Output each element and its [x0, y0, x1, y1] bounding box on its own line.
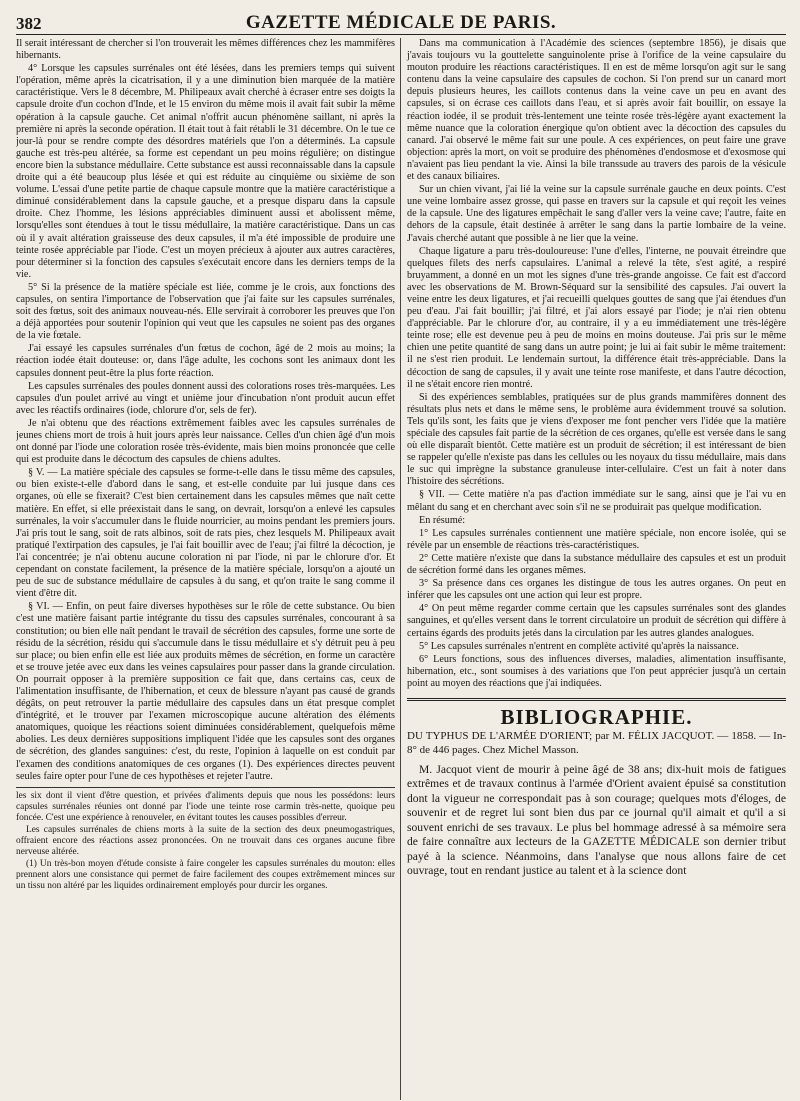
- summary-item: 4° On peut même regarder comme certain que les capsules surrénales sont des glandes sanguines, et qu'elles versent dans le torrent circulatoire un produit de sécrétion qui diffère à certains égards des produits jetés dans la circulation par les autres glandes analogues.: [407, 603, 786, 639]
- section-divider: [407, 698, 786, 701]
- paragraph: En résumé:: [419, 514, 466, 526]
- footnote-paragraph: les six dont il vient d'être question, et privées d'aliments depuis que nous les possédons: leurs capsules surrénales réunies ont donné par l'iode une teinte rose carmin très-nette, quoique peu foncée. C'est une expérience à renouveler, en évitant toutes les causes possibles d'erreur.: [16, 790, 395, 823]
- footnotes: [16, 791, 395, 892]
- paragraph: Dans ma communication à l'Académie des sciences (septembre 1856), je disais que j'avais toujours vu la gouttelette sanguinolente prise à l'orifice de la veine capsulaire du mouton produire les réactions caractéristiques. Il en est de même lorsqu'on agit sur le sang contenu dans la veine capsulaire des capsules de cochon. Si l'on prend sur un canard mort depuis plusieurs heures, les caillots contenus dans la veine cave un peu en avant des capsules, si on écrase ces caillots dans l'eau, et si après avoir fait bouillir, on essaye la réaction iodée, il se produit très-lentement une teinte rosée très-légère ayant exactement la même nuance que la coloration énergique qu'on obtient avec la décoction des capsules du canard. J'ai observé le même fait sur une poule. A ces expériences, on peut faire une grave objection: après la mort, on voit se produire des phénomènes d'endosmose et d'exosmose qui n'avaient pas lieu pendant la vie. Ainsi la bile transsude au travers des parois de la vésicule et des canaux biliaires.: [407, 38, 786, 183]
- paragraph: Sur un chien vivant, j'ai lié la veine sur la capsule surrénale gauche en deux points. C'est une veine lombaire assez grosse, qui passe en travers sur la capsule et qui reçoit les veines de la capsule. Une des ligatures empêchait le sang d'aller vers la veine cave; l'autre, faite en dehors de la capsule, était destinée à arrêter le sang dans la partie lombaire de la veine. J'avais cherché autant que possible à ne lier que la veine.: [407, 184, 786, 244]
- page-number: 382: [16, 14, 42, 33]
- paragraph: J'ai essayé les capsules surrénales d'un fœtus de cochon, âgé de 2 mois au moins; la réaction iodée était douteuse: or, dans l'âge adulte, les cochons sont les animaux dont les capsules donnent peut-être la plus forte réaction.: [16, 343, 395, 379]
- bibliography-entry: DU TYPHUS DE L'ARMÉE D'ORIENT; par M. FÉLIX JACQUOT. — 1858. — In-8° de 446 pages. Chez Michel Masson.: [407, 730, 786, 757]
- right-column: [400, 38, 786, 1100]
- bibliography-heading: BIBLIOGRAPHIE.: [500, 704, 693, 729]
- paragraph: Je n'ai obtenu que des réactions extrêmement faibles avec les capsules surrénales de jeunes chiens mort de trois à huit jours après leur naissance. Celles d'un chien âgé d'un mois ont donné par l'iode une coloration rosée très-évidente, mais bien moins prononcée que celle qui est produite dans le décoctum des capsules de chiens adultes.: [16, 417, 395, 466]
- paragraph: 5° Si la présence de la matière spéciale est liée, comme je le crois, aux fonctions des capsules, on sentira l'importance de l'observation que j'ai faite sur les capsules surrénales, soit des fœtus, soit des animaux nouveau-nés. Elle servirait à corroborer les preuves que l'on a déjà apportées pour soutenir l'opinion qui veut que les capsules ne soient pas des organes de la vie fœtale.: [16, 281, 395, 342]
- paragraph: Chaque ligature a paru très-douloureuse: l'une d'elles, l'interne, ne pouvait étreindre que quelques filets des nerfs capsulaires. L'animal a relevé la tête, s'est agité, a respiré bruyamment, a donné en un mot les signes d'une très-grande angoisse. Ce fait est d'accord avec les observations de M. Brown-Séquard sur la sensibilité des capsules. J'ai ouvert la veine entre les deux ligatures, et j'ai recueilli quelques gouttes de sang que j'ai étendues d'un peu d'eau. J'ai fait bouillir; j'ai filtré, et j'ai alors essayé par l'iode; je n'ai rien obtenu d'appréciable. Par le chlorure d'or, au contraire, il y a eu immédiatement une très-légère teinte rose; elle est devenue peu à peu de moins en moins douteuse. J'ai pris sur le même chien une petite quantité de sang dans un autre point; je lui ai fait subir le même traitement: il ne s'est rien produit. Le lendemain surtout, la différence était très-appréciable. Dans la décoction de sang de capsules, il y avait une teinte rose manifeste, et dans l'autre décoction, il ne s'était encore rien montré.: [407, 245, 786, 390]
- summary-item: 6° Leurs fonctions, sous des influences diverses, maladies, alimentation insuffisante, hibernation, etc., sont soumises à des variations que l'on peut apprécier jusqu'à un certain point au moyen des réactions que j'ai indiquées.: [407, 653, 786, 689]
- summary-item: 2° Cette matière n'existe que dans la substance médullaire des capsules et est un produit de sécrétion formé dans les organes mêmes.: [407, 552, 786, 577]
- summary-item: 5° Les capsules surrénales n'entrent en complète activité qu'après la naissance.: [419, 640, 739, 652]
- bibliography-text: M. Jacquot vient de mourir à peine âgé de 38 ans; dix-huit mois de fatigues extrêmes et de travaux continus à l'armée d'Orient avaient épuisé sa constitution dont la vigueur ne correspondait pas à son courage; quelques mots d'éloges, de souvenir et de regret lui sont bien dus par ce journal qu'il aimait et qu'il a si souvent enrichi de ses travaux. Le plus bel hommage adressé à sa mémoire sera de faire connaître aux lecteurs de la GAZETTE MÉDICALE son dernier tribut payé à la science. Néanmoins, dans l'analyse que nous allons faire de cet ouvrage, tout en rendant justice au talent et à la science dont: [407, 763, 786, 877]
- footnote-paragraph: Les capsules surrénales de chiens morts à la suite de la section des deux pneumogastriques, offraient encore des réactions assez prononcées. On ne trouvait dans ces organes aucune fibre nerveuse altérée.: [16, 824, 395, 857]
- footnote-divider: [16, 787, 395, 788]
- columns: [16, 38, 786, 1100]
- paragraph: Les capsules surrénales des poules donnent aussi des colorations roses très-marquées. Les capsules d'un poulet arrivé au vingt et unième jour d'incubation n'ont produit aucun effet avec les réactifs ordinaires (iode, chlorure d'or, sels de fer).: [16, 380, 395, 416]
- paragraph: § VI. — Enfin, on peut faire diverses hypothèses sur le rôle de cette substance. Ou bien c'est une matière faisant partie intégrante du tissu des capsules surrénales, concourant à sa constitution; ou bien elle naît pendant le travail de sécrétion des capsules, forme une sorte de résidu de la sécrétion, résidu qui s'accumule dans le tissu médullaire et s'y détruit peu à peu sur place; ou bien enfin elle est liée aux produits mêmes de sécrétion, en forme un caractère et se trouve jetée avec eux dans les veines capsulaires pour passer dans la grande circulation. On pourrait opposer à la première supposition ce fait que, dans certains cas, ceux de l'alimentation insuffisante, de l'hibernation, et ceux de blessure n'ayant pas causé de grands dégâts, on peut retrouver la partie médullaire des capsules dans un état presque complet d'intégrité, et le trouver par l'examen microscopique aucune altération des éléments anatomiques, quoique les réactions soient diminuées considérablement, quelquefois même abolies. Les deux dernières suppositions impliquent l'idée que les capsules sont des organes de sécrétion, des glandes sanguines: c'est, du reste, l'opinion à laquelle on est conduit par l'examen des conditions anatomiques de ces organes (1). Des expériences directes peuvent seules faire opter pour l'une de ces hypothèses et rejeter l'autre.: [16, 601, 395, 782]
- left-column: [16, 38, 400, 1100]
- paragraph: 4° Lorsque les capsules surrénales ont été lésées, dans les premiers temps qui suivent l'opération, même après la cicatrisation, il y a une diminution bien marquée de la matière caractéristique. Vers le 8 décembre, M. Philipeaux avait cherché à écraser entre ses doigts la capsule droite d'un cochon d'Inde, et le 15 environ du même mois il avait fait subir la même opération à la capsule gauche. Cet animal n'offrit aucun phénomène saillant, ni après la première ni après la seconde opération. Il était tout à fait rétabli le 31 décembre. On le tue ce jour-là pour se rendre compte des désordres matériels que l'on a déterminés. La capsule gauche est très-peu altérée, sa forme est cependant un peu moins régulière; on distingue encore bien la substance médullaire. Cette substance est aussi reconnaissable dans la capsule droite qui a été beaucoup plus lésée et qui est réduite au cinquième ou sixième de son volume. L'essai d'une petite partie de chaque capsule montre que la matière caractéristique a diminué considérablement dans la capsule gauche, et a presque disparu dans la capsule droite. Chez l'homme, les lésions appréciables diminuent aussi et abolissent même, lorsqu'elles sont étendues à tout le tissu médullaire, la matière caractéristique. Dans un cas où il y avait altération graisseuse des deux capsules, il m'a été impossible de produire une teinte rosée appréciable par l'iode. C'est un moyen précieux à ajouter aux autres caractères, pour déterminer si la fonction des capsules s'exécutait encore dans les derniers temps de la vie.: [16, 63, 395, 280]
- page-header: [16, 10, 786, 35]
- paragraph: Il serait intéressant de chercher si l'on trouverait les mêmes différences chez les mammifères hibernants.: [16, 38, 395, 62]
- footnote-paragraph: (1) Un très-bon moyen d'étude consiste à faire congeler les capsules surrénales du mouton: elles prennent alors une consistance qui permet de faire facilement des coupes extrêmement minces sur un tissu non altéré par les liquides ordinairement employés pour durcir les organes.: [16, 858, 395, 891]
- summary-item: 3° Sa présence dans ces organes les distingue de tous les autres organes. On peut en inférer que les capsules ont une action qui leur est propre.: [407, 578, 786, 602]
- paragraph: § V. — La matière spéciale des capsules se forme-t-elle dans le tissu même des capsules, ou bien existe-t-elle d'abord dans le sang, et est-elle conduite par lui jusque dans ces organes, où elle se fixerait? C'est bien certainement dans les capsules mêmes que naît cette matière. En effet, si elle préexistait dans le sang, on devrait, lorsqu'on a enlevé les capsules surrénales, la voir s'accumuler dans le fluide nourricier, au moins pendant les premiers jours. J'ai pris tout le sang, soit de rats albinos, soit de rats pies, chez lesquels M. Philipeaux avait pratiqué l'extirpation des capsules, je l'ai fait bouillir avec de l'eau; j'ai filtré la décoction, je l'ai concentrée; je n'ai obtenu aucune coloration ni par l'iode, ni par le chlorure d'or. Et cependant on constate facilement, la présence de la matière spéciale, lorsqu'on a ajouté un peu de suc de substance médullaire de capsules à du sang, et qu'on traite le sang comme il vient d'être dit.: [16, 467, 395, 600]
- paragraph: Si des expériences semblables, pratiquées sur de plus grands mammifères donnent des résultats plus nets et dans le même sens, le problème aura évidemment trouvé sa solution. Tels qu'ils sont, les faits que je viens d'exposer me font pencher vers l'idée que la matière spéciale des capsules fait partie de la sécrétion de ces organes, qu'elle est versée dans le sang où elle disparaît bientôt. Cette matière est un produit de sécrétion; il est intéressant de bien se rappeler qu'elle n'existe pas dans les cellules ou les noyaux du tissu médullaire, mais dans le suc qui imprègne la substance granuleuse inter-cellulaire. C'est un fait à noter dans l'histoire des sécrétions.: [407, 391, 786, 488]
- journal-title: GAZETTE MÉDICALE DE PARIS.: [245, 12, 557, 33]
- paragraph: § VII. — Cette matière n'a pas d'action immédiate sur le sang, ainsi que je l'ai vu en mêlant du sang et en cherchant avec soin s'il ne se produirait pas quelque modification.: [407, 489, 786, 513]
- summary-item: 1° Les capsules surrénales contiennent une matière spéciale, non encore isolée, qui se révèle par un ensemble de réactions très-caractéristiques.: [407, 527, 786, 551]
